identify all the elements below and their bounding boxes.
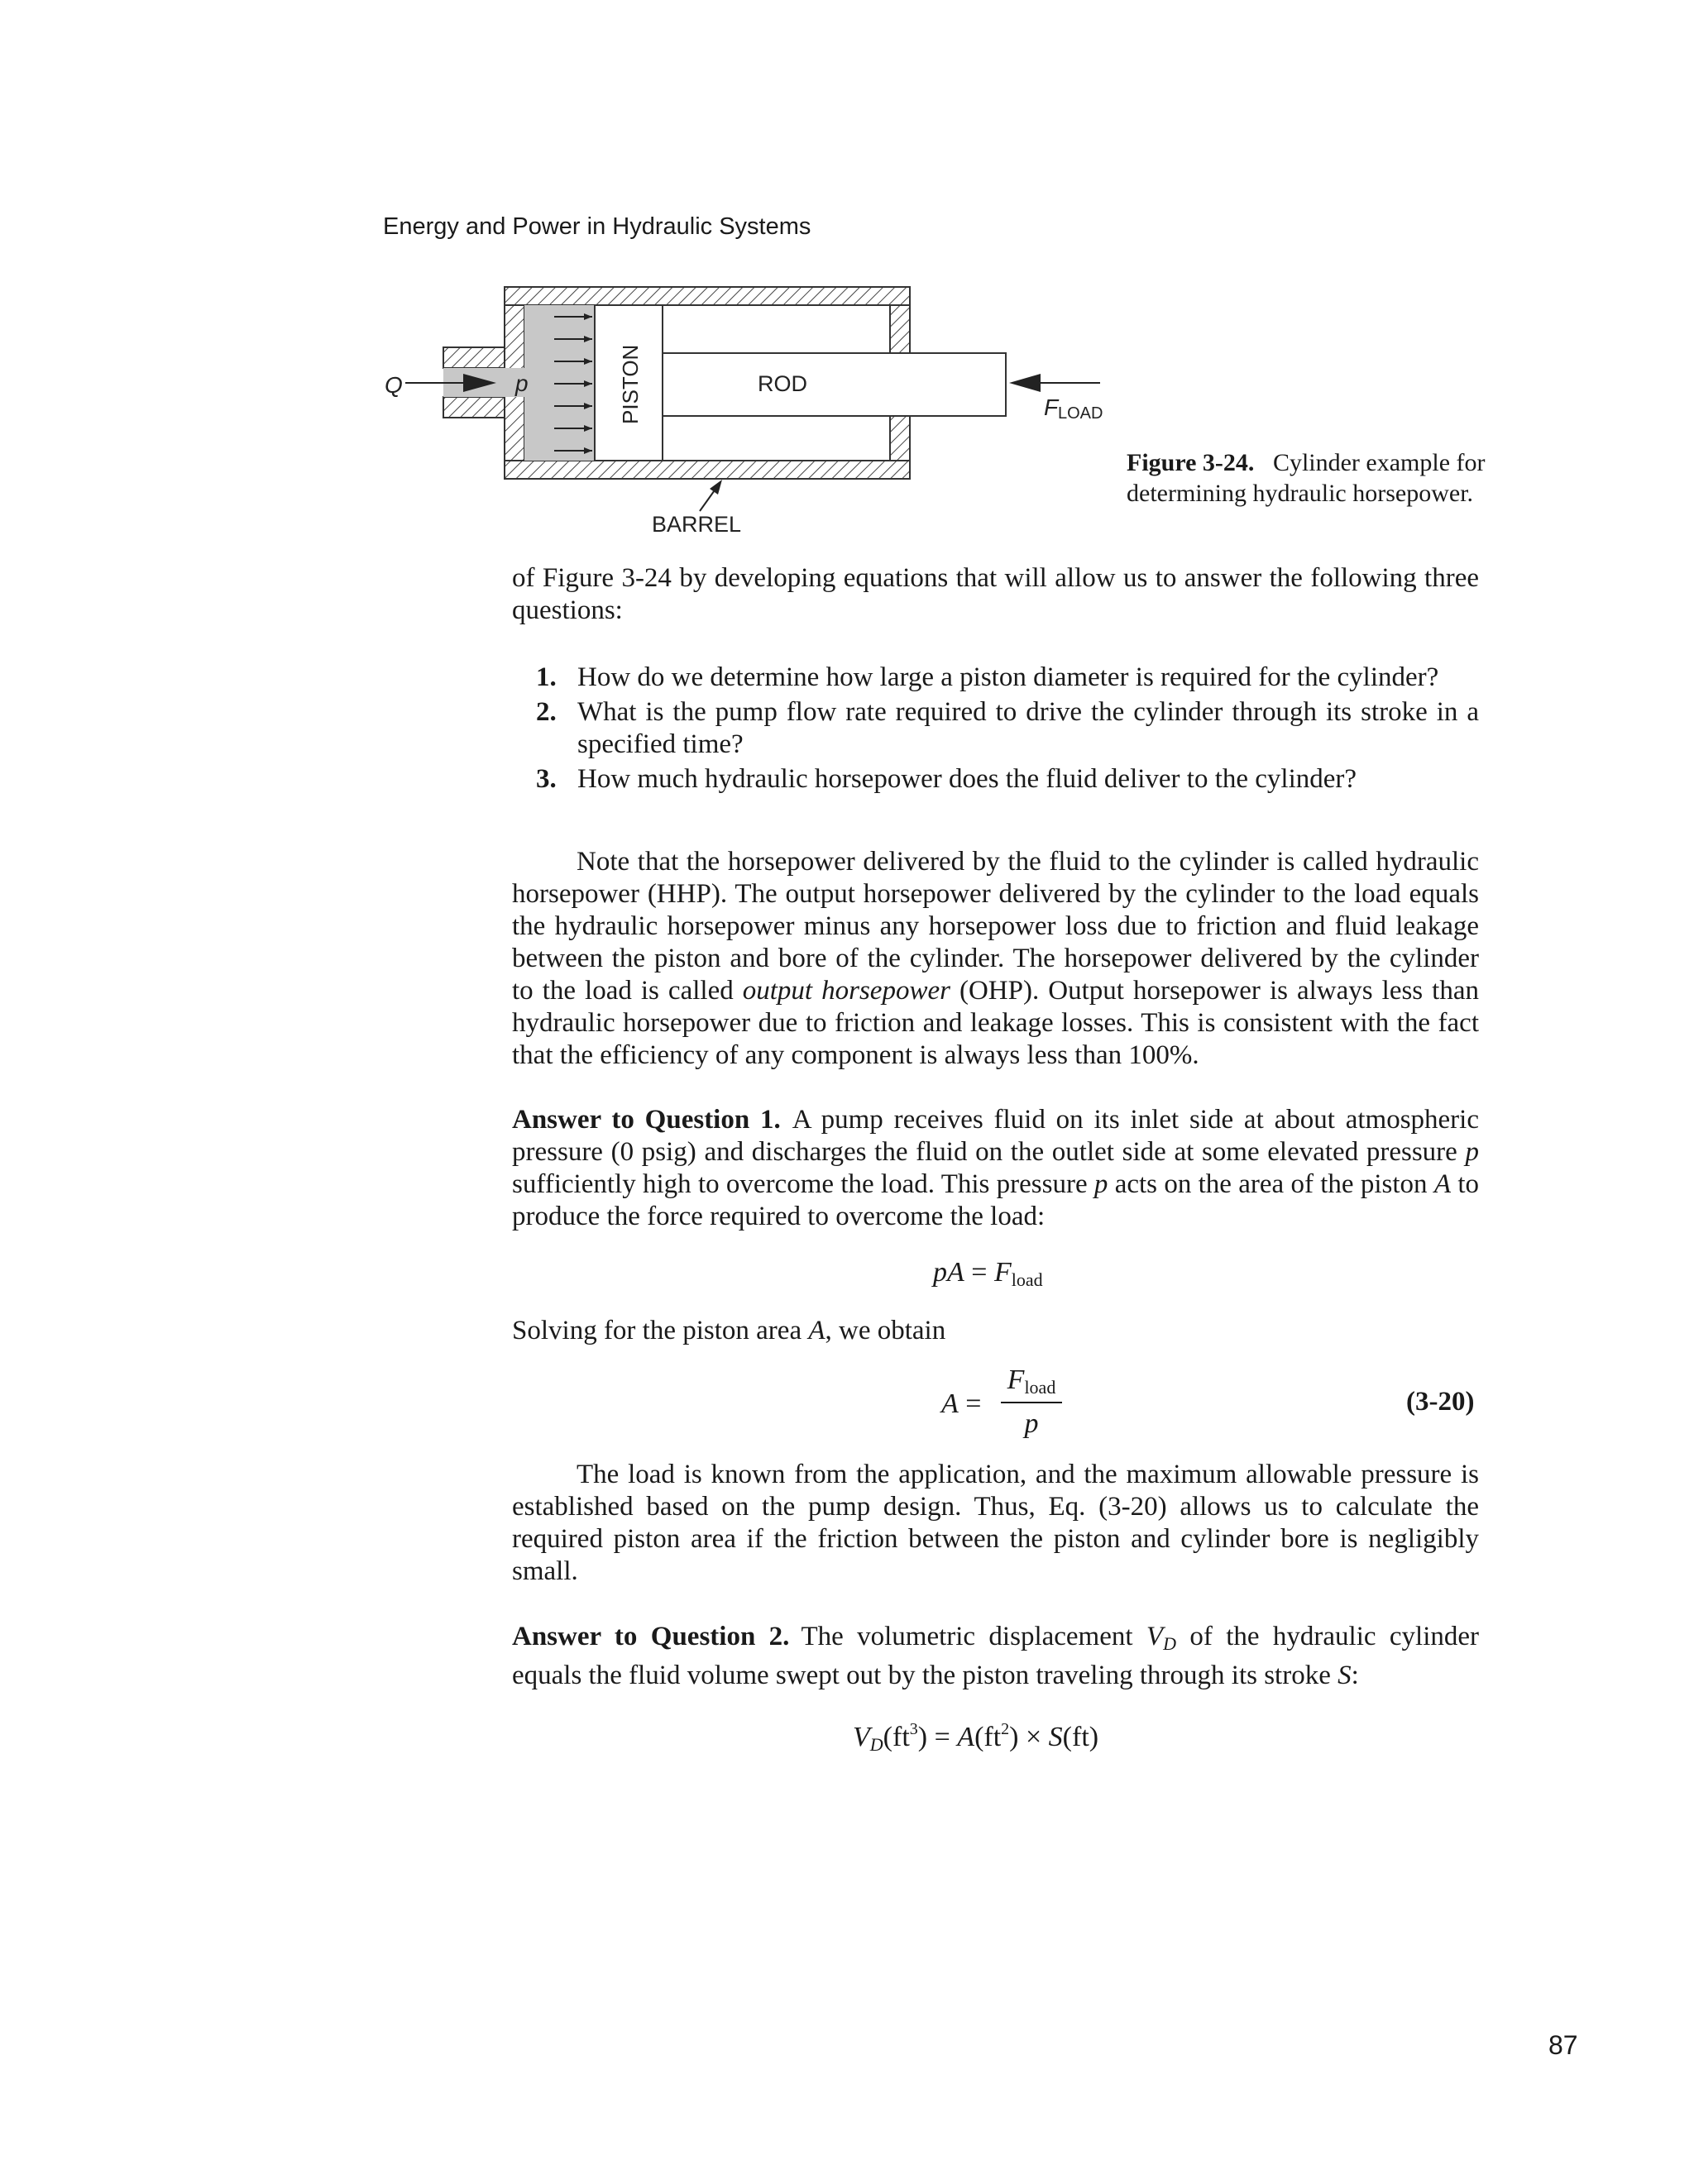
answer1-heading: Answer to Question 1. (512, 1105, 781, 1135)
label-piston: PISTON (618, 344, 643, 424)
eq3-equals: = (934, 1722, 950, 1752)
eq3-v: V (853, 1722, 870, 1752)
eq1-sub: load (1011, 1269, 1043, 1290)
question-list (536, 662, 1479, 798)
label-load: LOAD (1058, 404, 1103, 423)
eq2-den: p (1024, 1408, 1039, 1439)
intro-paragraph (512, 562, 1479, 627)
load-text: The load is known from the application, and the maximum allowable pressure is established based on the pump design. Thus, Eq. (3-20) allows us to calculate the required piston area if the friction between the piston and cylinder bore is negligibly small. (512, 1460, 1479, 1586)
item-number: 3. (536, 764, 557, 794)
eq2-denominator (1003, 1408, 1060, 1440)
load-paragraph (512, 1459, 1479, 1588)
eq3-times: × (1025, 1722, 1042, 1752)
answer1-v1: p (1465, 1137, 1479, 1167)
answer2-heading: Answer to Question 2. (512, 1622, 790, 1651)
equation-3 (853, 1720, 1098, 1756)
label-rod: ROD (758, 371, 807, 396)
answer1-paragraph (512, 1104, 1479, 1233)
answer1-v3: A (1433, 1169, 1452, 1199)
answer2-text (512, 1621, 1479, 1692)
figure-caption (1127, 447, 1491, 509)
eq3-unit3: (ft) (1062, 1722, 1099, 1752)
eq2-num-f: F (1007, 1364, 1025, 1395)
answer1-t3: acts on the area of the piston (1108, 1169, 1434, 1199)
eq1-lhs: pA (933, 1257, 964, 1288)
list-item (536, 662, 1479, 694)
note-part1: Note that the horsepower delivered by the fluid to the cylinder is called hydraulic horsepower (HHP). The output horsepower delivered by the cylinder to the load equals the hydraulic horsepower minus any horsepower loss due to friction and fluid leakage between the piston and bore of the cylinder. The horsepower delivered by the cylinder to the load is called (512, 847, 1479, 1006)
caption-number: Figure 3-24. (1127, 449, 1255, 476)
answer2-paragraph (512, 1621, 1479, 1692)
list-item (536, 696, 1479, 761)
note-part2: (OHP). Output horsepower is always less than hydraulic horsepower due to friction and leakage losses. This is consistent with the fact that the efficiency of any component is always less than 100%. (512, 976, 1479, 1070)
load-arrow (1009, 374, 1100, 392)
solving-text (512, 1315, 1479, 1347)
eq1-equals: = (971, 1257, 988, 1288)
eq3-a: A (957, 1722, 975, 1752)
answer1-t2: sufficiently high to overcome the load. This pressure (512, 1169, 1094, 1199)
eq3-v-sub: D (869, 1734, 883, 1755)
answer2-v2: S (1337, 1661, 1352, 1690)
label-f: F (1044, 394, 1059, 420)
label-barrel: BARREL (652, 512, 742, 537)
item-text: What is the pump flow rate required to drive the cylinder through its stroke in a specified time? (577, 697, 1479, 759)
item-text: How much hydraulic horsepower does the fluid deliver to the cylinder? (577, 764, 1357, 794)
eq3-unit1-sup: 3 (909, 1720, 918, 1738)
solving-v: A (808, 1316, 825, 1345)
answer1-t4: to produce the force required to overcome the load: (512, 1169, 1479, 1231)
eq3-unit2-close: ) (1009, 1722, 1019, 1752)
eq2-lhs-group (941, 1388, 981, 1420)
item-number: 1. (536, 662, 557, 692)
eq3-s: S (1048, 1722, 1063, 1752)
eq3-unit1: (ft (883, 1722, 910, 1752)
eq3-unit2: (ft (974, 1722, 1002, 1752)
solving-t1: Solving for the piston area (512, 1316, 809, 1345)
eq3-unit1-close: ) (917, 1722, 928, 1752)
barrel-leader (700, 480, 722, 511)
equation-number: (3-20) (1406, 1387, 1475, 1417)
answer2-t2: of the hydraulic cylinder equals the fluid volume swept out by the piston traveling through its stroke (512, 1622, 1480, 1690)
eq2-equals: = (965, 1388, 982, 1419)
answer1-t1: A pump receives fluid on its inlet side at about atmospheric pressure (0 psig) and discharges the fluid on the outlet side at some elevated pressure (512, 1105, 1479, 1167)
eq2-num-sub: load (1024, 1377, 1056, 1398)
note-text (512, 846, 1479, 1072)
answer1-text (512, 1104, 1479, 1233)
item-number: 2. (536, 697, 557, 727)
fraction-bar (1001, 1402, 1062, 1403)
answer1-v2: p (1093, 1169, 1108, 1199)
answer2-v1-sub: D (1163, 1633, 1176, 1654)
list-item (536, 763, 1479, 796)
note-paragraph (512, 846, 1479, 1072)
solving-paragraph (512, 1315, 1479, 1347)
running-head: Energy and Power in Hydraulic Systems (383, 213, 811, 240)
label-q: Q (385, 372, 403, 398)
intro-text: of Figure 3-24 by developing equations that will allow us to answer the following three questions: (512, 563, 1479, 625)
item-text: How do we determine how large a piston diameter is required for the cylinder? (577, 662, 1439, 692)
page-number: 87 (1548, 2030, 1578, 2060)
answer2-v1: V (1146, 1622, 1164, 1651)
note-italic: output horsepower (742, 976, 950, 1006)
eq1-f: F (993, 1257, 1012, 1288)
eq2-lhs: A (941, 1388, 959, 1419)
eq3-unit2-sup: 2 (1001, 1720, 1010, 1738)
rod (663, 353, 1006, 416)
solving-t2: , we obtain (825, 1316, 946, 1345)
answer2-t1: The volumetric displacement (801, 1622, 1146, 1651)
label-p: p (515, 370, 529, 396)
caption-text: Cylinder example for determining hydraulic horsepower. (1127, 449, 1486, 507)
equation-1 (933, 1257, 1043, 1291)
eq2-numerator (1003, 1364, 1060, 1398)
answer2-t3: : (1351, 1661, 1359, 1690)
